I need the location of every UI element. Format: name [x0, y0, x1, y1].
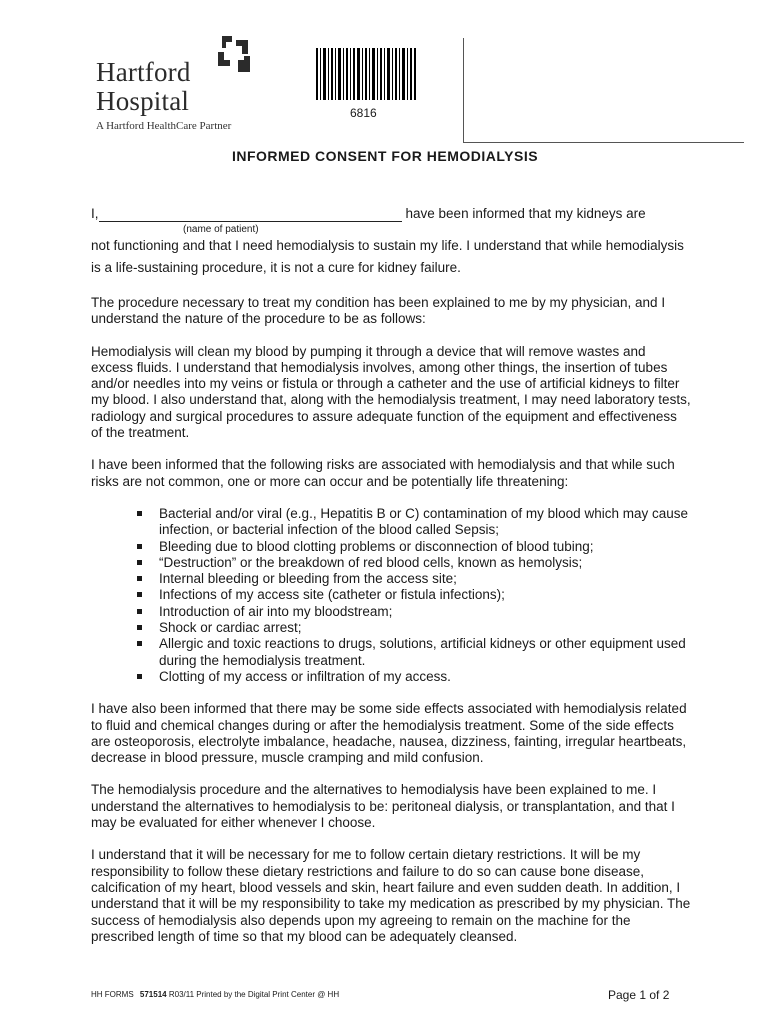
paragraph-3: Hemodialysis will clean my blood by pumping it through a device that will remove wastes and excess fluids. I understand that hemodialysis involves, among other things, the insertion of tubes and/or needles into my veins or fistula or through a catheter and the use of artificial kidneys to filter my blood. I also understand that, along with the hemodialysis treatment, I may need laboratory tests, radiology and surgical procedures to assure adequate function of the equipment and effectiveness of the treatment. — [91, 343, 691, 441]
paragraph-4: I have been informed that the following risks are associated with hemodialysis and that while such risks are not common, one or more can occur and be potentially life threatening: — [91, 457, 675, 489]
list-item: Allergic and toxic reactions to drugs, solutions, artificial kidneys or other equipment used during the hemodialysis treatment. — [139, 636, 691, 669]
patient-name-row — [91, 204, 691, 222]
page-title: INFORMED CONSENT FOR HEMODIALYSIS — [231, 148, 539, 164]
patient-name-hint: (name of patient) — [183, 224, 259, 235]
page-number: Page 1 of 2 — [608, 988, 670, 1002]
list-item: Shock or cardiac arrest; — [139, 620, 691, 636]
list-item: Clotting of my access or infiltration of my access. — [139, 669, 691, 685]
paragraph-5: I have also been informed that there may be some side effects associated with hemodialysis related to fluid and chemical changes during or after the hemodialysis treatment. Some of the side effects are osteoporosis, electrolyte imbalance, headache, nausea, dizziness, fainting, irregular heartbeats, decrease in blood pressure, muscle cramping and mild confusion. — [91, 701, 687, 766]
paragraph-1: not functioning and that I need hemodialysis to sustain my life. I understand that while hemodialysis is a life-sustaining procedure, it is not a cure for kidney failure. — [91, 238, 684, 275]
patient-suffix: have been informed that my kidneys are — [405, 205, 646, 221]
bullet-icon — [137, 592, 142, 597]
patient-label-area — [463, 38, 744, 143]
bullet-icon — [137, 674, 142, 679]
logo-tagline: A Hartford HealthCare Partner — [96, 120, 232, 132]
risks-list — [91, 506, 691, 685]
patient-prefix: I, — [91, 205, 99, 221]
footer-print-info: R03/11 Printed by the Digital Print Center @ HH — [168, 990, 340, 999]
footer-prefix: HH FORMS — [91, 990, 134, 999]
list-item: “Destruction” or the breakdown of red blood cells, known as hemolysis; — [139, 555, 691, 571]
list-item: Infections of my access site (catheter or fistula infections); — [139, 587, 691, 603]
bullet-icon — [137, 625, 142, 630]
bullet-icon — [137, 560, 142, 565]
bullet-icon — [137, 544, 142, 549]
logo-name-line1: Hartford — [96, 57, 191, 87]
paragraph-6: The hemodialysis procedure and the alternatives to hemodialysis have been explained to me. I understand the alternatives to hemodialysis to be: peritoneal dialysis, or transplantation, and that I may be evaluated for either whenever I choose. — [91, 782, 675, 831]
bullet-icon — [137, 641, 142, 646]
paragraph-2: The procedure necessary to treat my condition has been explained to me by my physician, and I understand the nature of the procedure to be as follows: — [91, 295, 666, 327]
hartford-logo-mark-icon — [214, 34, 254, 76]
bullet-icon — [137, 576, 142, 581]
list-item: Internal bleeding or bleeding from the access site; — [139, 571, 691, 587]
list-item: Introduction of air into my bloodstream; — [139, 604, 691, 620]
barcode-icon — [316, 48, 416, 100]
footer-form-code: 571514 — [139, 990, 167, 999]
list-item: Bleeding due to blood clotting problems or disconnection of blood tubing; — [139, 539, 691, 555]
list-item: Bacterial and/or viral (e.g., Hepatitis B or C) contamination of my blood which may cause infection, or bacterial infection of the blood called Sepsis; — [139, 506, 691, 539]
bullet-icon — [137, 609, 142, 614]
form-footer — [91, 990, 339, 999]
logo-name-line2: Hospital — [96, 86, 190, 116]
barcode-number: 6816 — [350, 106, 377, 120]
paragraph-7: I understand that it will be necessary for me to follow certain dietary restrictions. It will be my responsibility to follow these dietary restrictions and failure to do so can cause bone disease, calcification of my heart, blood vessels and skin, heart failure and even sudden death. In addition, I understand that it will be my responsibility to take my medication as prescribed by my physician. The success of hemodialysis also depends upon my agreeing to remain on the machine for the prescribed length of time so that my blood can be adequately cleansed. — [91, 847, 691, 944]
bullet-icon — [137, 511, 142, 516]
patient-name-field[interactable] — [99, 209, 402, 222]
consent-body — [91, 204, 691, 945]
hartford-hospital-logo — [96, 34, 266, 134]
